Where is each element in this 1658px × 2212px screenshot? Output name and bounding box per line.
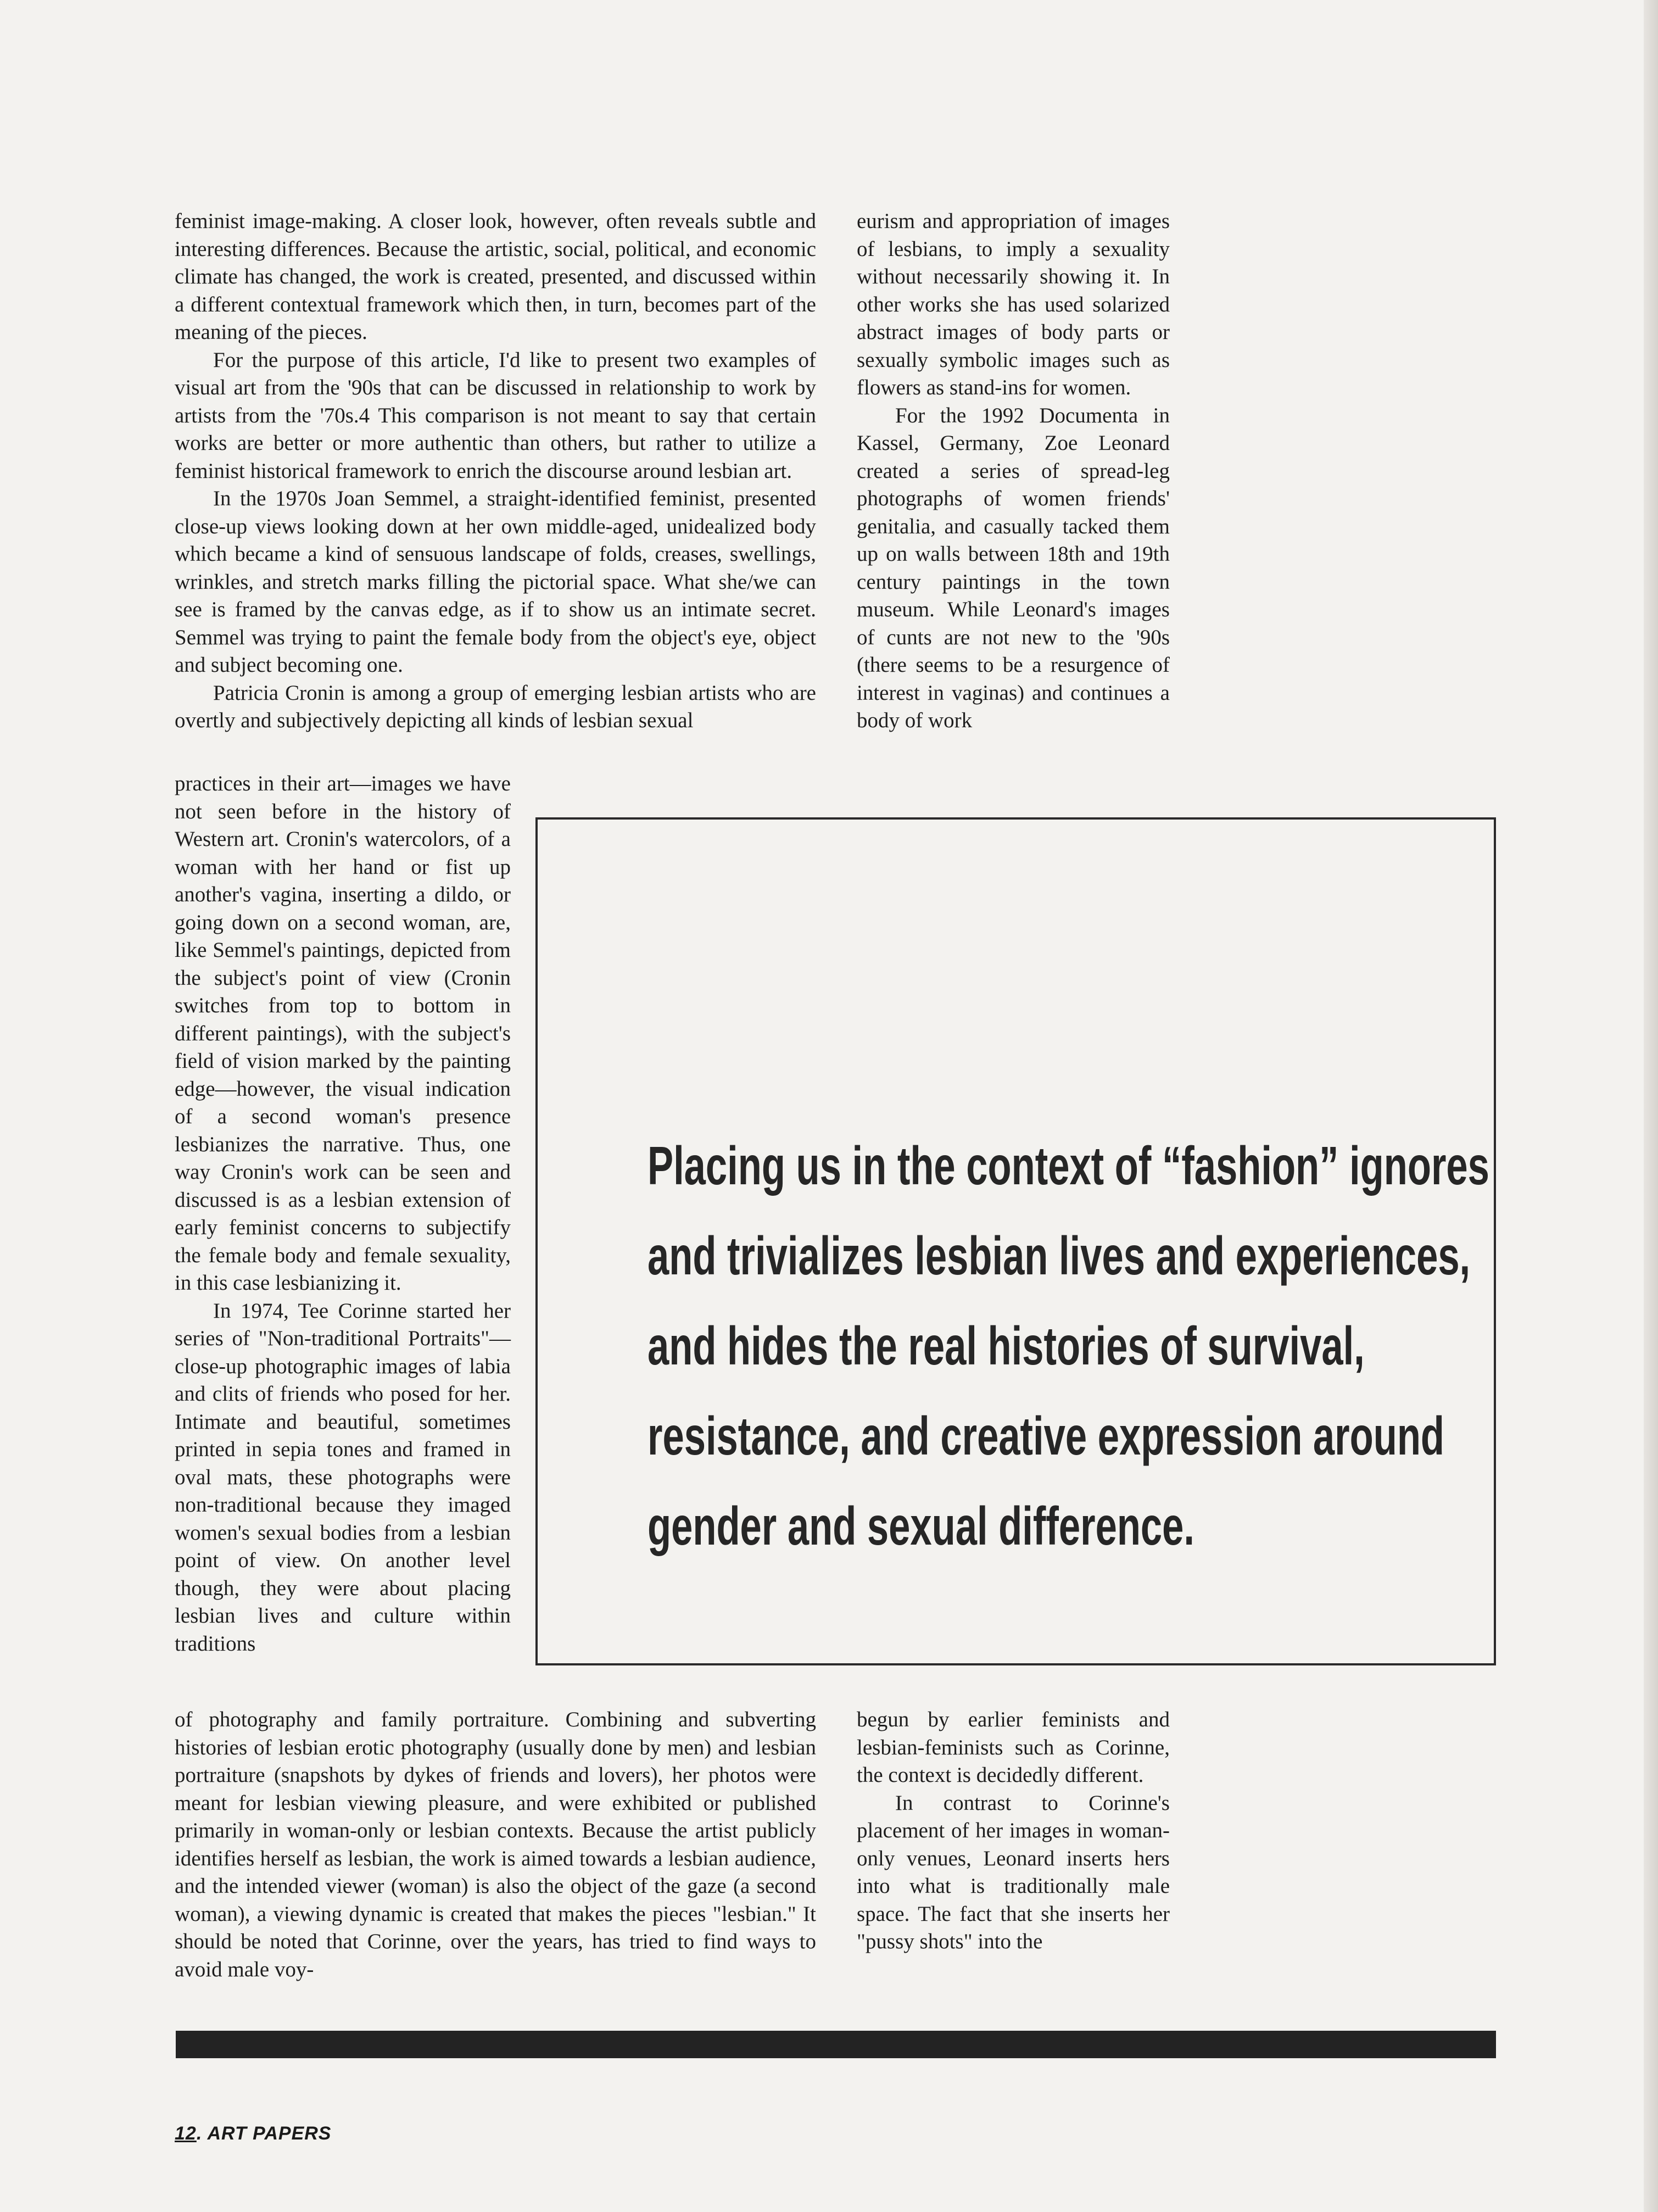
folio <box>175 2123 331 2144</box>
paragraph: For the 1992 Documenta in Kassel, Germany, Zoe Leonard created a series of spread-leg photographs of women friends' genitalia, and casually tacked them up on walls between 18th and 19th century paintings in the town museum. While Leonard's images of cunts are not new to the '90s (there seems to be a resurgence of interest in vaginas) and continues a body of work <box>857 403 1170 732</box>
paragraph: feminist image-making. A closer look, however, often reveals subtle and interesting differences. Because the artistic, social, political, and economic climate has changed, the work is created, presented, and discussed within a different contextual framework which then, in turn, becomes part of the meaning of the pieces. <box>175 209 816 344</box>
page-number: 12 <box>175 2123 197 2144</box>
pull-quote-line: resistance, and creative expression around <box>647 1406 1445 1466</box>
pull-quote-line: and hides the real histories of survival, <box>647 1316 1365 1376</box>
article-column-left-top <box>175 208 816 735</box>
paragraph: In contrast to Corinne's placement of her images in woman-only venues, Leonard inserts hers into what is traditionally male space. The fact that she inserts her "pussy shots" into the <box>857 1791 1170 1953</box>
paragraph: begun by earlier feminists and lesbian-feminists such as Corinne, the context is decidedly different. <box>857 1708 1170 1787</box>
pull-quote <box>647 1121 1489 1571</box>
paragraph: For the purpose of this article, I'd like to present two examples of visual art from the '90s that can be discussed in relationship to work by artists from the '70s.4 This comparison is not meant to say that certain works are better or more authentic than others, but rather to utilize a feminist historical framework to enrich the discourse around lesbian art. <box>175 348 816 483</box>
article-column-right-bottom <box>857 1706 1170 1956</box>
paragraph: In 1974, Tee Corinne started her series of "Non-traditional Portraits"—close-up photographic images of labia and clits of friends who posed for her. Intimate and beautiful, sometimes printed in sepia tones and framed in oval mats, these photographs were non-traditional because they imaged women's sexual bodies from a lesbian point of view. On another level though, they were about placing lesbian lives and culture within traditions <box>175 1299 511 1656</box>
paragraph: practices in their art—images we have not seen before in the history of Western art. Cronin's watercolors, of a woman with her hand or fist up another's vagina, inserting a dildo, or going down on a second woman, are, like Semmel's paintings, depicted from the subject's point of view (Cronin switches from top to bottom in different paintings), with the subject's field of vision marked by the painting edge—however, the visual indication of a second woman's presence lesbianizes the narrative. Thus, one way Cronin's work can be seen and discussed is as a lesbian extension of early feminist concerns to subjectify the female body and female sexuality, in this case lesbianizing it. <box>175 772 511 1295</box>
pull-quote-line: Placing us in the context of “fashion” ignores <box>647 1135 1489 1196</box>
pull-quote-box <box>535 817 1496 1665</box>
page-edge <box>1644 0 1658 2212</box>
paragraph: eurism and appropriation of images of lesbians, to imply a sexuality without necessarily showing it. In other works she has used solarized abstract images of body parts or sexually symbolic images such as flowers as stand-ins for women. <box>857 209 1170 399</box>
article-column-right-top <box>857 208 1170 735</box>
publication-name: ART PAPERS <box>207 2123 332 2144</box>
pull-quote-line: gender and sexual difference. <box>647 1496 1195 1556</box>
paragraph: Patricia Cronin is among a group of emerging lesbian artists who are overtly and subjectively depicting all kinds of lesbian sexual <box>175 681 816 732</box>
footer-rule <box>176 2031 1496 2058</box>
pull-quote-line: and trivializes lesbian lives and experiences, <box>647 1225 1471 1286</box>
paragraph: of photography and family portraiture. Combining and subverting histories of lesbian erotic photography (usually done by men) and lesbian portraiture (snapshots by dykes of friends and lovers), her photos were meant for lesbian viewing pleasure, and were exhibited or published primarily in woman-only or lesbian contexts. Because the artist publicly identifies herself as lesbian, the work is aimed towards a lesbian audience, and the intended viewer (woman) is also the object of the gaze (a second woman), a viewing dynamic is created that makes the pieces "lesbian." It should be noted that Corinne, over the years, has tried to find ways to avoid male voy- <box>175 1708 816 1981</box>
article-column-left-bottom <box>175 1706 816 1983</box>
paragraph: In the 1970s Joan Semmel, a straight-identified feminist, presented close-up views looking down at her own middle-aged, unidealized body which became a kind of sensuous landscape of folds, creases, swellings, wrinkles, and stretch marks filling the pictorial space. What she/we can see is framed by the canvas edge, as if to show us an intimate secret. Semmel was trying to paint the female body from the object's eye, object and subject becoming one. <box>175 487 816 677</box>
folio-separator: . <box>196 2123 203 2144</box>
article-column-left-narrow <box>175 770 511 1658</box>
